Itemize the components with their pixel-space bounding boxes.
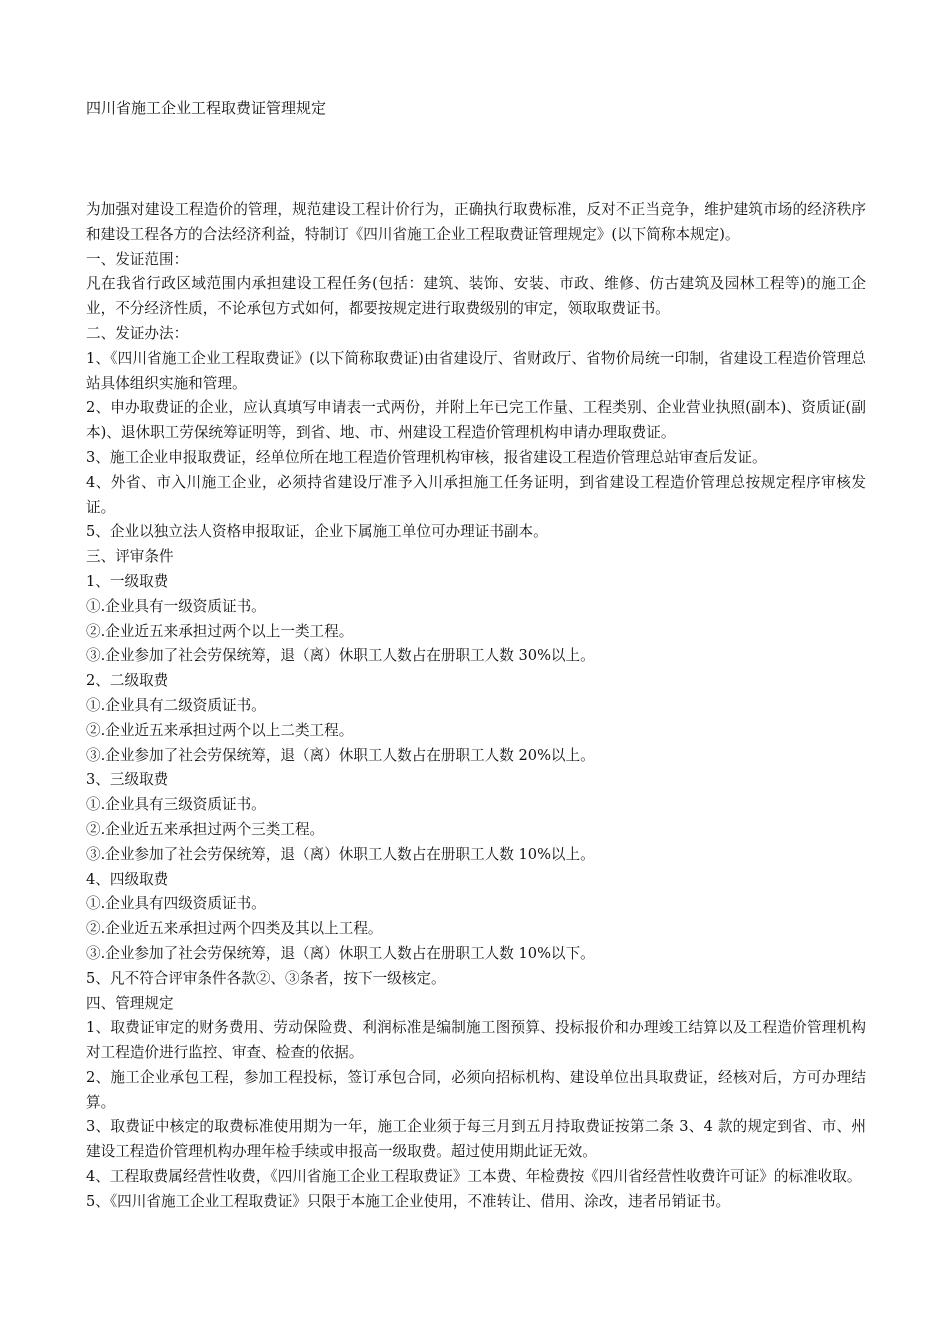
list-item: ①.企业具有二级资质证书。 <box>86 696 266 714</box>
list-item: 2、申办取费证的企业，应认真填写申请表一式两份，并附上年已完工作量、工程类别、企业营业执照(副本)、资质证(副本)、退休职工劳保统筹证明等，到省、地、市、州建设工程造价管理机构申请办理取费证。 <box>86 399 866 442</box>
list-item: 1、《四川省施工企业工程取费证》(以下简称取费证)由省建设厅、省财政厅、省物价局统一印制，省建设工程造价管理总站具体组织实施和管理。 <box>86 349 866 392</box>
document-page <box>86 96 866 1215</box>
subheading-level-1: 1、一级取费 <box>86 572 169 590</box>
list-item: 3、取费证中核定的取费标准使用期为一年，施工企业须于每三月到五月持取费证按第二条 3、4 款的规定到省、市、州建设工程造价管理机构办理年检手续或申报高一级取费。超过使用期此证无效。 <box>86 1118 866 1161</box>
list-item: ②.企业近五来承担过两个三类工程。 <box>86 820 325 838</box>
section-heading-scope: 一、发证范围： <box>86 250 189 268</box>
list-item: 2、施工企业承包工程，参加工程投标，签订承包合同，必须向招标机构、建设单位出具取费证，经核对后，方可办理结算。 <box>86 1068 866 1111</box>
list-item: ③.企业参加了社会劳保统筹，退（离）休职工人数占在册职工人数 10%以上。 <box>86 845 595 863</box>
list-item: 1、取费证审定的财务费用、劳动保险费、利润标准是编制施工图预算、投标报价和办理竣工结算以及工程造价管理机构对工程造价进行监控、审查、检查的依据。 <box>86 1019 866 1062</box>
list-item: ③.企业参加了社会劳保统筹，退（离）休职工人数占在册职工人数 20%以上。 <box>86 746 595 764</box>
list-item: ②.企业近五来承担过两个四类及其以上工程。 <box>86 920 383 938</box>
document-body <box>86 198 866 1215</box>
list-item: ②.企业近五来承担过两个以上二类工程。 <box>86 721 354 739</box>
list-item: 4、外省、市入川施工企业，必须持省建设厅准予入川承担施工任务证明，到省建设工程造价管理总按规定程序审核发证。 <box>86 473 866 516</box>
list-item: 4、工程取费属经营性收费，《四川省施工企业工程取费证》工本费、年检费按《四川省经营性收费许可证》的标准收取。 <box>86 1168 862 1186</box>
list-item: 5、《四川省施工企业工程取费证》只限于本施工企业使用，不准转让、借用、涂改，违者吊销证书。 <box>86 1192 731 1210</box>
section-heading-management: 四、管理规定 <box>86 994 174 1012</box>
subheading-level-4: 4、四级取费 <box>86 870 169 888</box>
list-item: 3、施工企业申报取费证，经单位所在地工程造价管理机构审核，报省建设工程造价管理总站审查后发证。 <box>86 448 767 466</box>
list-item: ①.企业具有一级资质证书。 <box>86 597 266 615</box>
document-title: 四川省施工企业工程取费证管理规定 <box>86 99 327 117</box>
list-item: 5、企业以独立法人资格申报取证，企业下属施工单位可办理证书副本。 <box>86 523 548 541</box>
paragraph-scope: 凡在我省行政区域范围内承担建设工程任务(包括：建筑、装饰、安装、市政、维修、仿古建筑及园林工程等)的施工企业，不分经济性质，不论承包方式如何，都要按规定进行取费级别的审定，领取取费证书。 <box>86 275 866 318</box>
section-heading-method: 二、发证办法： <box>86 324 189 342</box>
subheading-level-3: 3、三级取费 <box>86 771 169 789</box>
list-item: 5、凡不符合评审条件各款②、③条者，按下一级核定。 <box>86 969 446 987</box>
list-item: ②.企业近五来承担过两个以上一类工程。 <box>86 622 354 640</box>
subheading-level-2: 2、二级取费 <box>86 672 169 690</box>
section-heading-criteria: 三、评审条件 <box>86 548 174 566</box>
list-item: ①.企业具有四级资质证书。 <box>86 895 266 913</box>
paragraph-intro: 为加强对建设工程造价的管理，规范建设工程计价行为，正确执行取费标准，反对不正当竞争，维护建筑市场的经济秩序和建设工程各方的合法经济利益，特制订《四川省施工企业工程取费证管理规定》(以下简称本规定)。 <box>86 201 866 243</box>
list-item: ③.企业参加了社会劳保统筹，退（离）休职工人数占在册职工人数 10%以下。 <box>86 944 595 962</box>
list-item: ③.企业参加了社会劳保统筹，退（离）休职工人数占在册职工人数 30%以上。 <box>86 647 595 665</box>
list-item: ①.企业具有三级资质证书。 <box>86 796 266 814</box>
